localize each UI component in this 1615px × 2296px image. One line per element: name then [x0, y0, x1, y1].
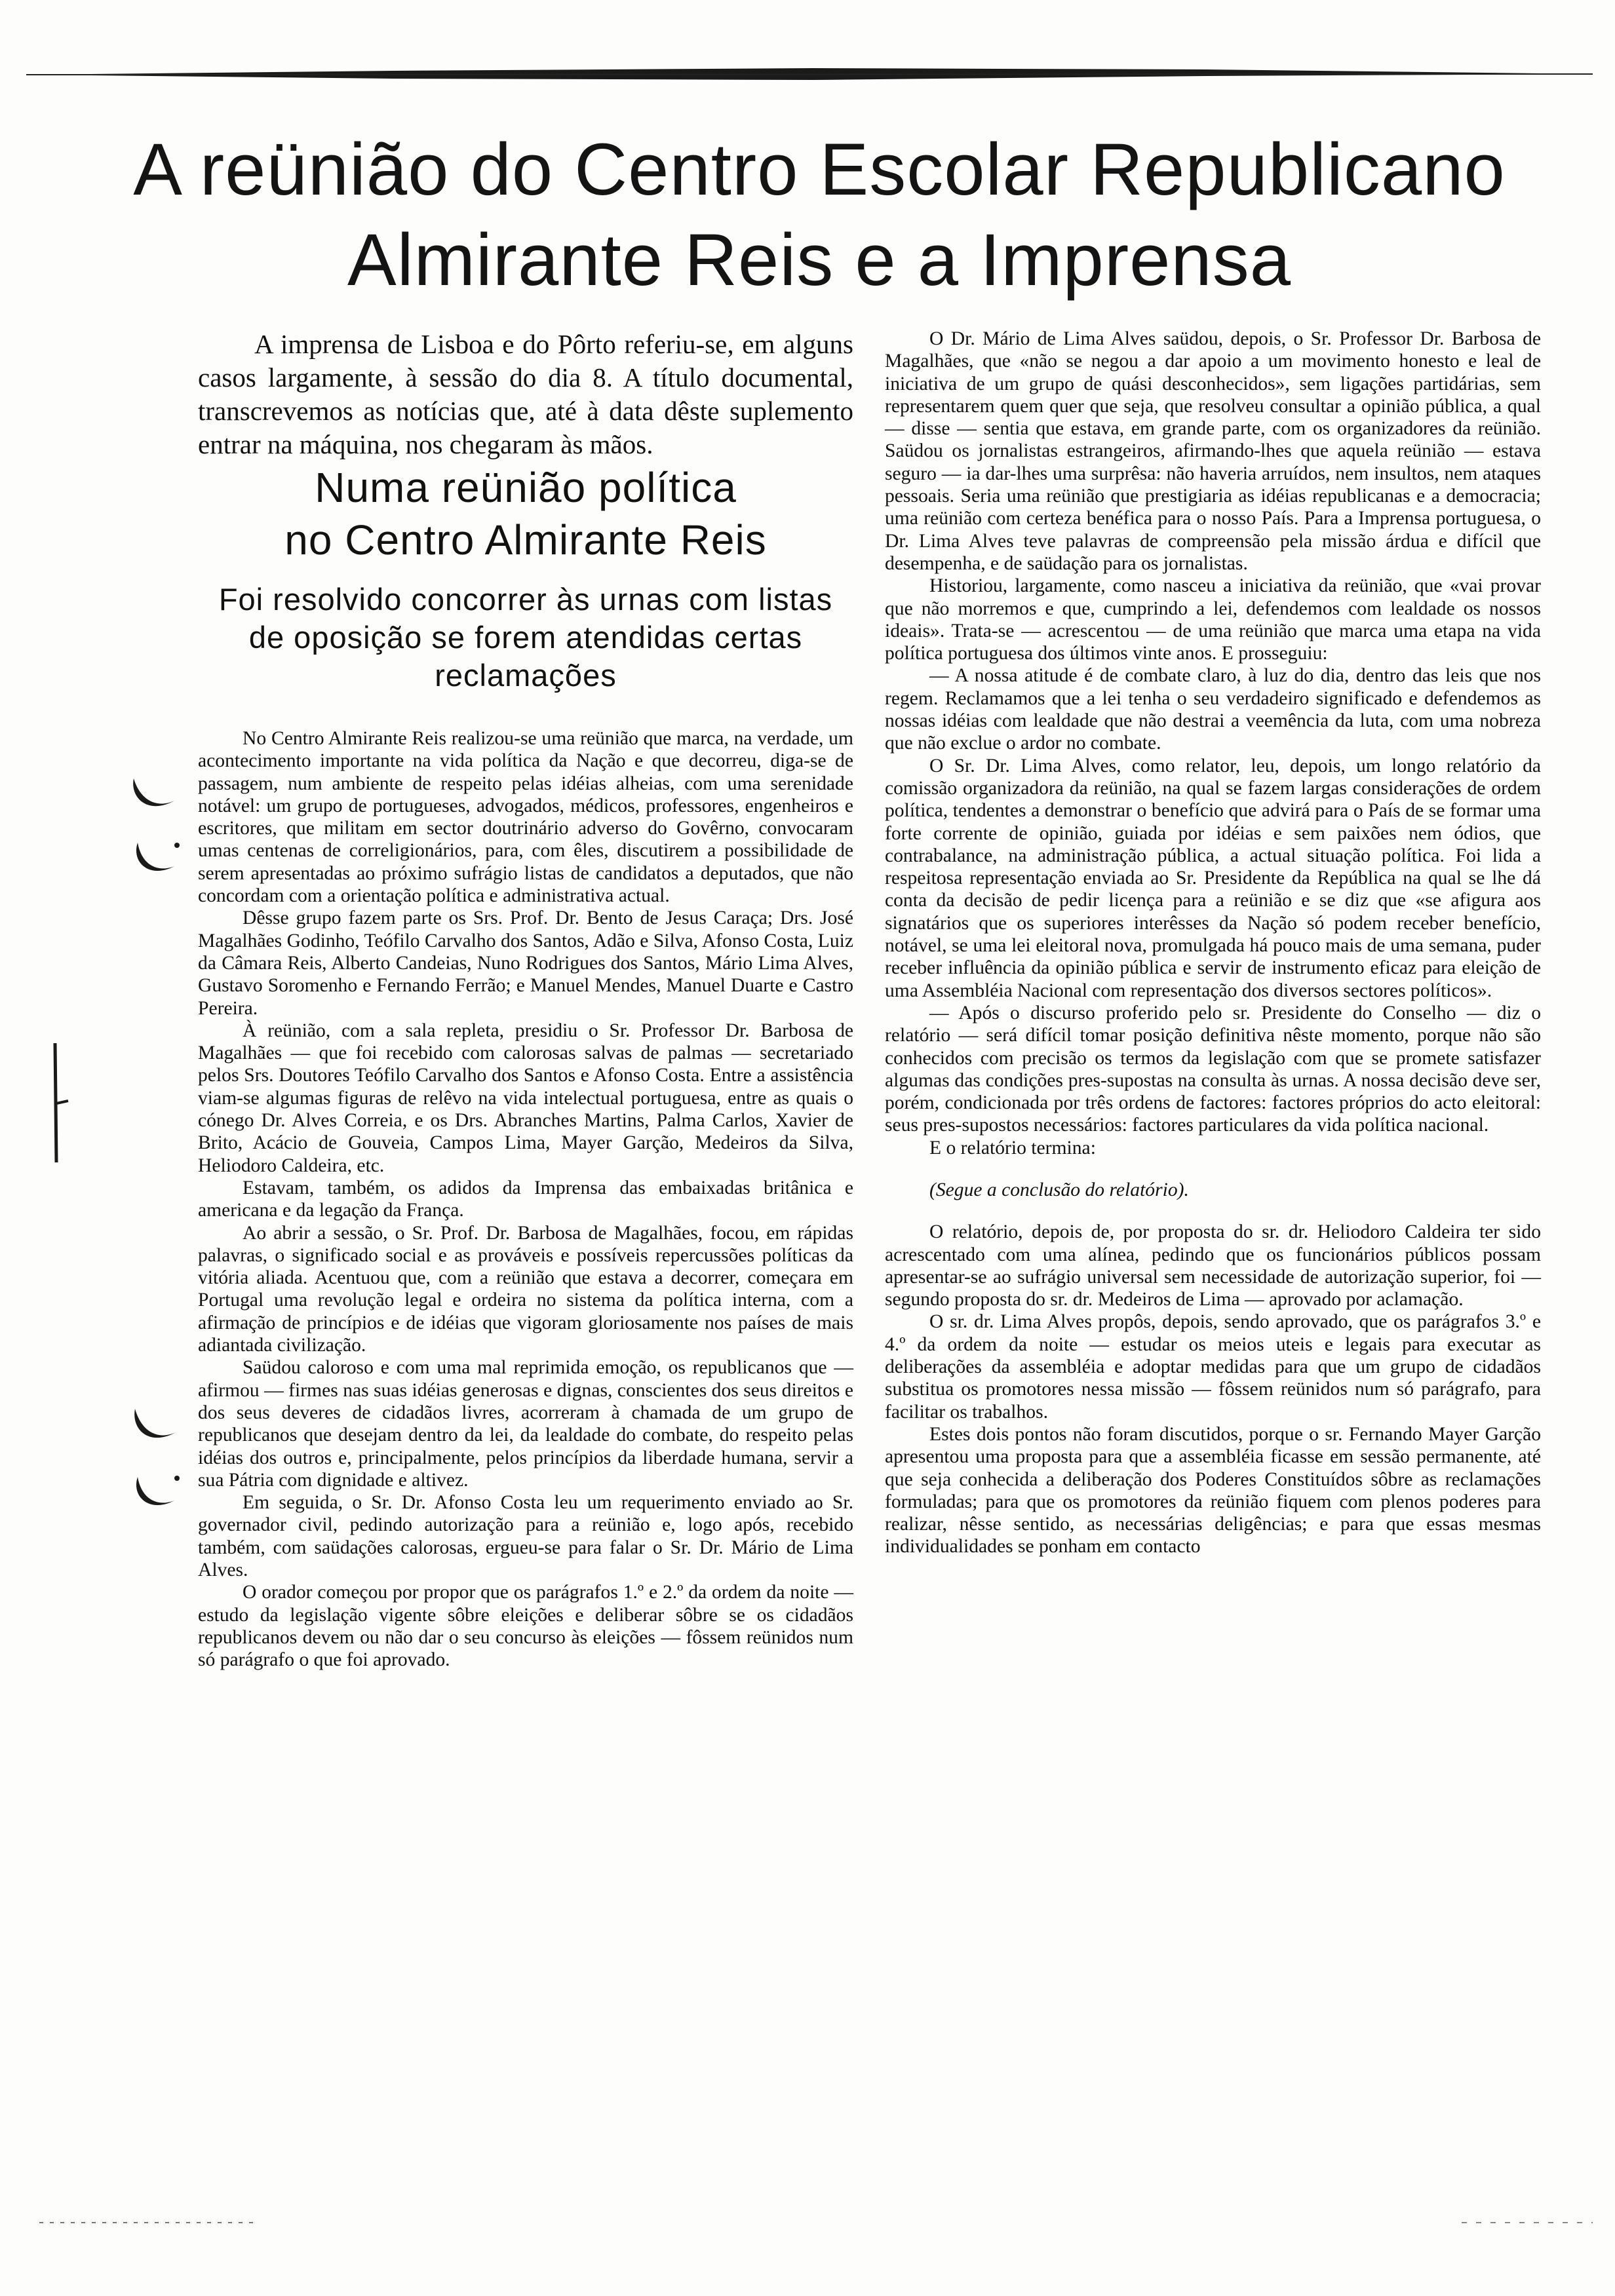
right-column	[885, 328, 1541, 1558]
left-paragraph: O orador começou por propor que os parágrafos 1.º e 2.º da ordem da noite — estudo da legislação vigente sôbre eleições e deliberar sôbre se os cidadãos republicanos devem ou não dar o seu concurso às eleições — fôssem reünidos num só parágrafo o que foi aprovado.	[198, 1582, 853, 1671]
report-conclusion-note: (Segue a conclusão do relatório).	[929, 1179, 1189, 1200]
article-title-line-1: Numa reünião política	[315, 464, 737, 511]
left-paragraph: Ao abrir a sessão, o Sr. Prof. Dr. Barbosa de Magalhães, focou, em rápidas palavras, o significado social e as prováveis e possíveis repercussões políticas da vitória aliada. Acentuou que, com a reünião que estava a decorrer, começara em Portugal uma revolução legal e ordeira no sistema da política interna, com a afirmação de princípios e de idéias que vigoram gloriosamente nos países de mais adiantada civilização.	[198, 1222, 853, 1356]
right-paragraph: O sr. dr. Lima Alves propôs, depois, sendo aprovado, que os parágrafos 3.º e 4.º da ordem da noite — estudar os meios uteis e legais para executar as deliberações da assembléia e adoptar medidas para que um grupo de cidadãos substitua os promotores nessa missão — fôssem reünidos num só parágrafo, para facilitar os trabalhos.	[885, 1311, 1541, 1423]
page-headline	[98, 124, 1540, 305]
right-paragraph: Estes dois pontos não foram discutidos, porque o sr. Fernando Mayer Garção apresentou uma proposta para que a assembléia ficasse em sessão permanente, até que seja conhecida a deliberação dos Poderes Constituídos sôbre as reclamações formuladas; para que os promotores da reünião fiquem com plenos poderes para realizar, nêsse sentido, as necessárias deligências; e para que essas mesmas individualidades se ponham em contacto	[885, 1423, 1541, 1558]
right-paragraph: O Sr. Dr. Lima Alves, como relator, leu, depois, um longo relatório da comissão organizadora da reünião, na qual se fazem largas considerações de ordem política, tendentes a demonstrar o benefício que advirá para o País de se formar uma forte corrente de opinião, guiada por idéias e sem paixões nem ódios, que contrabalance, na administração pública, a actual situação política. Foi lida a respeitosa representação enviada ao Sr. Presidente da República na qual se lhe dá conta da decisão de pedir licença para a reünião e se diz que «se afigura aos signatários que os superiores interêsses da Nação só podem receber benefício, notável, se uma lei eleitoral nova, promulgada há pouco mais de uma semana, puder receber influência da opinião pública e servir de instrumento eficaz para eleição de uma Assembléia Nacional com representação dos diversos sectores políticos».	[885, 755, 1541, 1001]
binding-hole-mark	[131, 1474, 184, 1518]
left-column	[198, 328, 853, 1671]
right-paragraph: O relatório, depois de, por proposta do sr. dr. Heliodoro Caldeira ter sido acrescentado com uma alínea, pedindo que os funcionários públicos possam apresentar-se ao sufrágio universal sem necessidade de autorização superior, foi — segundo proposta do sr. dr. Medeiros de Lima — aprovado por aclamação.	[885, 1221, 1541, 1311]
headline-line-2: Almirante Reis e a Imprensa	[347, 219, 1291, 301]
top-rule	[26, 66, 1593, 83]
right-paragraph: Historiou, largamente, como nasceu a iniciativa da reünião, que «vai provar que não morremos e que, cumprindo a lei, defendemos com lealdade os nossos ideais». Trata-se — acrescentou — de uma reünião que marca uma etapa na vida política portuguesa dos últimos vinte anos. E prosseguiu:	[885, 575, 1541, 664]
left-paragraph: No Centro Almirante Reis realizou-se uma reünião que marca, na verdade, um acontecimento importante na vida política da Nação e que decorreu, diga-se de passagem, num ambiente de respeito pelas idéias alheias, com uma serenidade notável: um grupo de portugueses, advogados, médicos, professores, engenheiros e escritores, que militam em sector doutrinário adverso do Govêrno, convocaram umas centenas de correligionários, para, com êles, discutirem a possibilidade de serem apresentadas ao próximo sufrágio listas de candidatos a deputados, que não concordam com a orientação política e administrativa actual.	[198, 728, 853, 907]
left-paragraph: Saüdou caloroso e com uma mal reprimida emoção, os republicanos que — afirmou — firmes nas suas idéias generosas e dignas, conscientes dos seus direitos e dos seus deveres de cidadãos livres, acorreram à chamada de um grupo de republicanos que desejam dentro da lei, da lealdade do combate, do respeito pelas idéias dos outros e, principalmente, pelos princípios da liberdade humana, servir a sua Pátria com dignidade e altivez.	[198, 1357, 853, 1491]
bottom-edge-specks	[1462, 2221, 1593, 2224]
left-paragraph: Dêsse grupo fazem parte os Srs. Prof. Dr. Bento de Jesus Caraça; Drs. José Magalhães Godinho, Teófilo Carvalho dos Santos, Adão e Silva, Afonso Costa, Luiz da Câmara Reis, Alberto Candeias, Nuno Rodrigues dos Santos, Mário Lima Alves, Gustavo Soromenho e Fernando Ferrão; e Manuel Mendes, Manuel Duarte e Castro Pereira.	[198, 908, 853, 1019]
headline-line-1: A reünião do Centro Escolar Republicano	[133, 128, 1506, 210]
article-title-line-2: no Centro Almirante Reis	[284, 516, 767, 564]
article-title	[198, 461, 853, 566]
margin-bracket-mark	[41, 1041, 73, 1165]
bottom-edge-specks	[39, 2221, 256, 2224]
left-paragraph: Em seguida, o Sr. Dr. Afonso Costa leu um requerimento enviado ao Sr. governador civil, pedindo autorização para a reünião e, logo após, recebido também, com saüdações calorosas, ergueu-se para falar o Sr. Dr. Mário de Lima Alves.	[198, 1492, 853, 1580]
left-paragraph: Estavam, também, os adidos da Imprensa das embaixadas britânica e americana e da legação da França.	[198, 1177, 853, 1221]
right-paragraph: — A nossa atitude é de combate claro, à luz do dia, dentro das leis que nos regem. Reclamamos que a lei tenha o seu verdadeiro significado e defendemos as nossas idéias com lealdade que não destrai a veemência da luta, com uma nobreza que não exclue o ardor no combate.	[885, 665, 1541, 754]
right-paragraph: E o relatório termina:	[929, 1137, 1096, 1158]
intro-paragraph: A imprensa de Lisboa e do Pôrto referiu-se, em alguns casos largamente, à sessão do dia 8. A título documental, transcrevemos as notícias que, até à data dêste suplemento entrar na máquina, nos chegaram às mãos.	[198, 329, 853, 459]
binding-hole-mark	[131, 840, 184, 882]
binding-hole-mark	[128, 772, 181, 819]
right-paragraph: — Após o discurso proferido pelo sr. Presidente do Conselho — diz o relatório — será difícil tomar posição definitiva nêste momento, porque não são conhecidos com precisão os termos da legislação com que se promete satisfazer algumas das condições pres-supostas na consulta às urnas. A nossa decisão deve ser, porém, condicionada por três ordens de factores: factores próprios do acto eleitoral: seus pres-supostos necessários: factores particulares da vida política nacional.	[885, 1002, 1541, 1136]
right-paragraph: O Dr. Mário de Lima Alves saüdou, depois, o Sr. Professor Dr. Barbosa de Magalhães, que «não se negou a dar apoio a um movimento honesto e leal de iniciativa de um grupo de quási desconhecidos», sem ligações partidárias, sem representarem quem quer que seja, que resolveu consultar a opinião pública, a qual — disse — sentia que estava, em grande parte, com os organizadores da reünião. Saüdou os jornalistas estrangeiros, afirmando-lhes que aquela reünião — estava seguro — ia dar-lhes uma surprêsa: não haveria arruídos, nem insultos, nem ataques pessoais. Seria uma reünião que prestigiaria as idéias republicanas e a democracia; uma reünião com certeza benéfica para o nosso País. Para a Imprensa portuguesa, o Dr. Lima Alves teve palavras de compreensão pela missão árdua e difícil que desempenha, e de saüdação para os jornalistas.	[885, 328, 1541, 574]
binding-hole-mark	[130, 1404, 182, 1451]
left-paragraph: À reünião, com a sala repleta, presidiu o Sr. Professor Dr. Barbosa de Magalhães — que foi recebido com calorosas salvas de palmas — secretariado pelos Srs. Doutores Teófilo Carvalho dos Santos e Afonso Costa. Entre a assistência viam-se algumas figuras de relêvo na vida intelectual portuguesa, entre as quais o cónego Dr. Alves Correia, e os Drs. Abranches Martins, Palma Carlos, Xavier de Brito, Acácio de Gouveia, Campos Lima, Mayer Garção, Medeiros da Silva, Heliodoro Caldeira, etc.	[198, 1020, 853, 1176]
article-subtitle: Foi resolvido concorrer às urnas com listas de oposição se forem atendidas certas reclamações	[218, 582, 833, 693]
